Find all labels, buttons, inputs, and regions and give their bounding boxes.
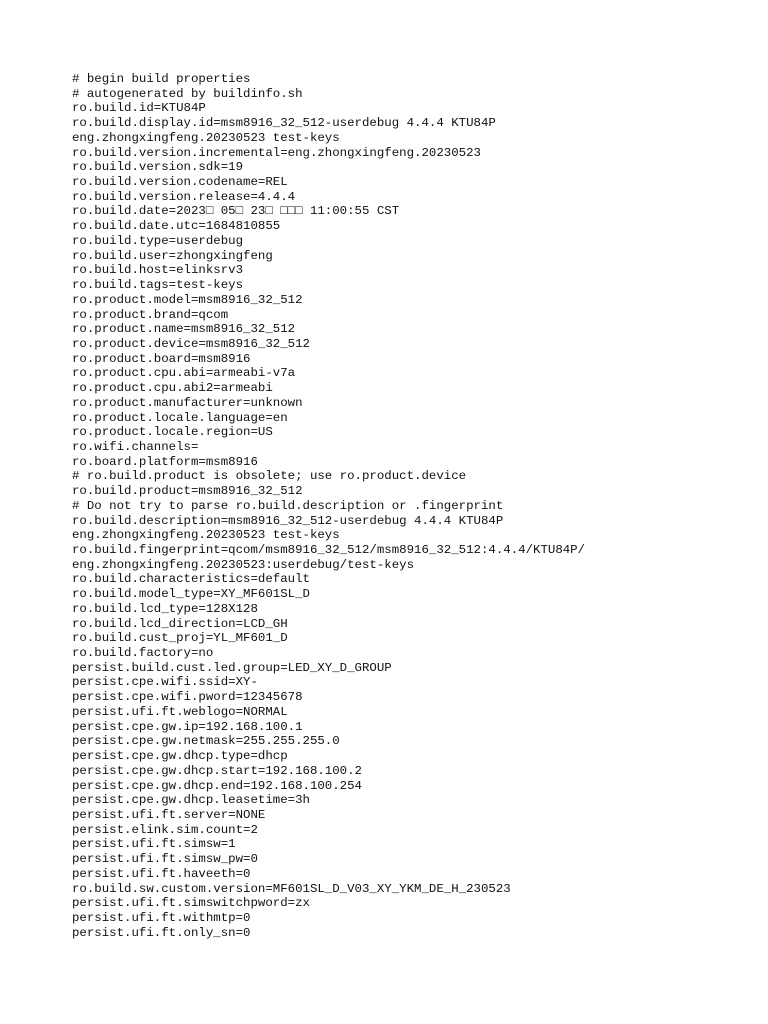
property-line: ro.build.version.codename=REL: [72, 175, 288, 190]
property-line: ro.product.name=msm8916_32_512: [72, 322, 296, 337]
property-line: ro.build.date=2023□ 05□ 23□ □□□ 11:00:55 CST: [72, 204, 400, 219]
property-line: ro.build.model_type=XY_MF601SL_D: [72, 587, 310, 602]
property-line: ro.build.lcd_direction=LCD_GH: [72, 616, 288, 631]
property-line: eng.zhongxingfeng.20230523 test-keys: [72, 528, 340, 543]
property-line: persist.ufi.ft.simswitchpword=zx: [72, 896, 310, 911]
property-line: ro.product.locale.region=US: [72, 425, 273, 440]
property-line: persist.ufi.ft.weblogo=NORMAL: [72, 704, 288, 719]
property-line: ro.product.locale.language=en: [72, 410, 288, 425]
property-line: persist.cpe.gw.dhcp.end=192.168.100.254: [72, 778, 362, 793]
property-line: ro.wifi.channels=: [72, 439, 199, 454]
property-line: persist.build.cust.led.group=LED_XY_D_GROUP: [72, 660, 392, 675]
property-line: persist.cpe.gw.dhcp.type=dhcp: [72, 749, 288, 764]
property-line: ro.build.type=userdebug: [72, 233, 244, 248]
property-line: persist.cpe.gw.netmask=255.255.255.0: [72, 734, 340, 749]
property-line: ro.product.device=msm8916_32_512: [72, 336, 310, 351]
property-line: ro.product.board=msm8916: [72, 351, 251, 366]
property-line: persist.cpe.gw.ip=192.168.100.1: [72, 719, 303, 734]
property-line: ro.build.version.release=4.4.4: [72, 189, 296, 204]
property-line: ro.product.model=msm8916_32_512: [72, 292, 303, 307]
property-line: ro.product.cpu.abi=armeabi-v7a: [72, 366, 296, 381]
property-line: ro.build.host=elinksrv3: [72, 263, 244, 278]
property-line: ro.build.product=msm8916_32_512: [72, 484, 303, 499]
property-line: # ro.build.product is obsolete; use ro.product.device: [72, 469, 467, 484]
property-line: persist.elink.sim.count=2: [72, 822, 258, 837]
property-line: persist.ufi.ft.only_sn=0: [72, 925, 251, 940]
property-line: ro.build.tags=test-keys: [72, 278, 244, 293]
property-line: ro.build.lcd_type=128X128: [72, 601, 258, 616]
property-line: persist.ufi.ft.withmtp=0: [72, 910, 251, 925]
property-line: eng.zhongxingfeng.20230523:userdebug/test-keys: [72, 557, 415, 572]
property-line: persist.ufi.ft.simsw=1: [72, 837, 236, 852]
property-line: ro.build.factory=no: [72, 646, 214, 661]
property-line: persist.ufi.ft.simsw_pw=0: [72, 852, 258, 867]
property-line: persist.cpe.wifi.pword=12345678: [72, 690, 303, 705]
property-line: ro.build.cust_proj=YL_MF601_D: [72, 631, 288, 646]
property-line: persist.cpe.gw.dhcp.start=192.168.100.2: [72, 763, 362, 778]
property-line: ro.build.id=KTU84P: [72, 101, 206, 116]
property-line: # Do not try to parse ro.build.description or .fingerprint: [72, 498, 504, 513]
property-line: ro.build.sw.custom.version=MF601SL_D_V03_XY_YKM_DE_H_230523: [72, 881, 511, 896]
build-properties-text: [72, 72, 732, 940]
property-line: ro.build.description=msm8916_32_512-userdebug 4.4.4 KTU84P: [72, 513, 504, 528]
property-line: ro.build.version.incremental=eng.zhongxingfeng.20230523: [72, 145, 481, 160]
property-line: ro.product.cpu.abi2=armeabi: [72, 381, 273, 396]
property-line: ro.build.fingerprint=qcom/msm8916_32_512/msm8916_32_512:4.4.4/KTU84P/: [72, 543, 586, 557]
property-line: persist.ufi.ft.server=NONE: [72, 807, 266, 822]
property-line: persist.cpe.gw.dhcp.leasetime=3h: [72, 793, 310, 808]
property-line: # begin build properties: [72, 72, 251, 86]
property-line: persist.ufi.ft.haveeth=0: [72, 866, 251, 881]
property-line: ro.build.characteristics=default: [72, 572, 310, 587]
property-line: persist.cpe.wifi.ssid=XY-: [72, 675, 258, 690]
property-line: ro.board.platform=msm8916: [72, 454, 258, 469]
property-line: ro.build.display.id=msm8916_32_512-userdebug 4.4.4 KTU84P: [72, 116, 496, 131]
property-line: ro.product.brand=qcom: [72, 307, 229, 322]
property-line: ro.build.date.utc=1684810855: [72, 219, 281, 234]
property-line: eng.zhongxingfeng.20230523 test-keys: [72, 130, 340, 145]
property-line: ro.build.user=zhongxingfeng: [72, 248, 273, 263]
property-line: ro.product.manufacturer=unknown: [72, 395, 303, 410]
property-line: ro.build.version.sdk=19: [72, 160, 244, 175]
property-line: # autogenerated by buildinfo.sh: [72, 86, 303, 101]
